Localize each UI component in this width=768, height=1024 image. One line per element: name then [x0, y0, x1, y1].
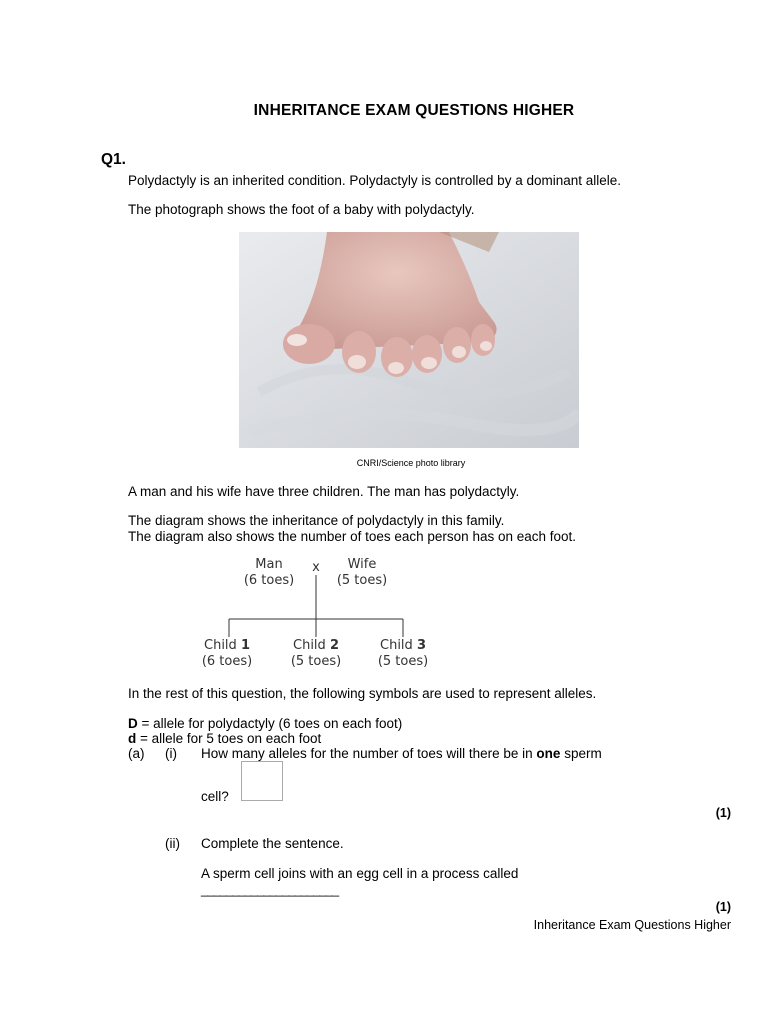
- child-3-toes: (5 toes): [377, 654, 429, 669]
- allele-dominant-text: = allele for polydactyly (6 toes on each foot): [137, 716, 403, 731]
- diagram-paragraph-1: The diagram shows the inheritance of polydactyly in this family.: [128, 513, 505, 528]
- foot-photo-illustration: [239, 232, 579, 448]
- part-a-i-text-after: sperm: [560, 746, 602, 761]
- intro-paragraph-1: Polydactyly is an inherited condition. Polydactyly is controlled by a dominant allele.: [128, 173, 622, 188]
- parent-wife-label: Wife: [347, 557, 377, 572]
- cross-symbol: x: [312, 560, 320, 575]
- page-title: INHERITANCE EXAM QUESTIONS HIGHER: [253, 102, 575, 119]
- question-number: Q1.: [101, 151, 126, 168]
- part-a-i-text-before: How many alleles for the number of toes will there be in: [201, 746, 537, 761]
- parent-man-toes: (6 toes): [243, 573, 295, 588]
- child-1-number: 1: [240, 638, 250, 653]
- parent-wife-toes: (5 toes): [336, 573, 388, 588]
- part-a-ii-sentence: A sperm cell joins with an egg cell in a process called: [201, 866, 519, 881]
- part-a-ii-instruction: Complete the sentence.: [201, 836, 344, 851]
- family-paragraph: A man and his wife have three children. The man has polydactyly.: [128, 484, 520, 499]
- answer-blank-line[interactable]: ______________________: [201, 882, 339, 897]
- child-3-number: 3: [416, 638, 426, 653]
- foot-photograph: [239, 232, 579, 448]
- part-a-ii-marks: (1): [715, 900, 731, 914]
- child-2: [285, 638, 347, 670]
- child-1-label: Child: [204, 638, 237, 653]
- child-1: [196, 638, 258, 670]
- answer-box[interactable]: [241, 761, 283, 801]
- child-2-label: Child: [293, 638, 326, 653]
- part-a-i-question-line2: cell?: [201, 789, 229, 804]
- child-2-toes: (5 toes): [290, 654, 342, 669]
- parent-wife: [331, 557, 393, 589]
- part-a-i-question: [201, 746, 602, 762]
- child-3: [372, 638, 434, 670]
- page-footer: Inheritance Exam Questions Higher: [533, 918, 731, 932]
- parent-man: [238, 557, 300, 589]
- allele-dominant-definition: [128, 716, 402, 732]
- allele-recessive-definition: [128, 731, 321, 747]
- part-a-label: (a): [128, 746, 145, 761]
- parent-man-label: Man: [255, 557, 283, 572]
- allele-recessive-symbol: d: [128, 731, 137, 746]
- allele-recessive-text: = allele for 5 toes on each foot: [136, 731, 322, 746]
- allele-dominant-symbol: D: [128, 716, 138, 731]
- intro-paragraph-2: The photograph shows the foot of a baby with polydactyly.: [128, 202, 475, 217]
- part-a-i-label: (i): [165, 746, 177, 761]
- child-1-toes: (6 toes): [201, 654, 253, 669]
- part-a-ii-label: (ii): [165, 836, 180, 851]
- child-3-label: Child: [380, 638, 413, 653]
- part-a-i-bold-word: one: [536, 746, 561, 761]
- photo-credit: CNRI/Science photo library: [356, 458, 466, 468]
- child-2-number: 2: [329, 638, 339, 653]
- diagram-paragraph-2: The diagram also shows the number of toes each person has on each foot.: [128, 529, 577, 544]
- symbols-intro: In the rest of this question, the following symbols are used to represent alleles.: [128, 686, 597, 701]
- part-a-i-marks: (1): [715, 806, 731, 820]
